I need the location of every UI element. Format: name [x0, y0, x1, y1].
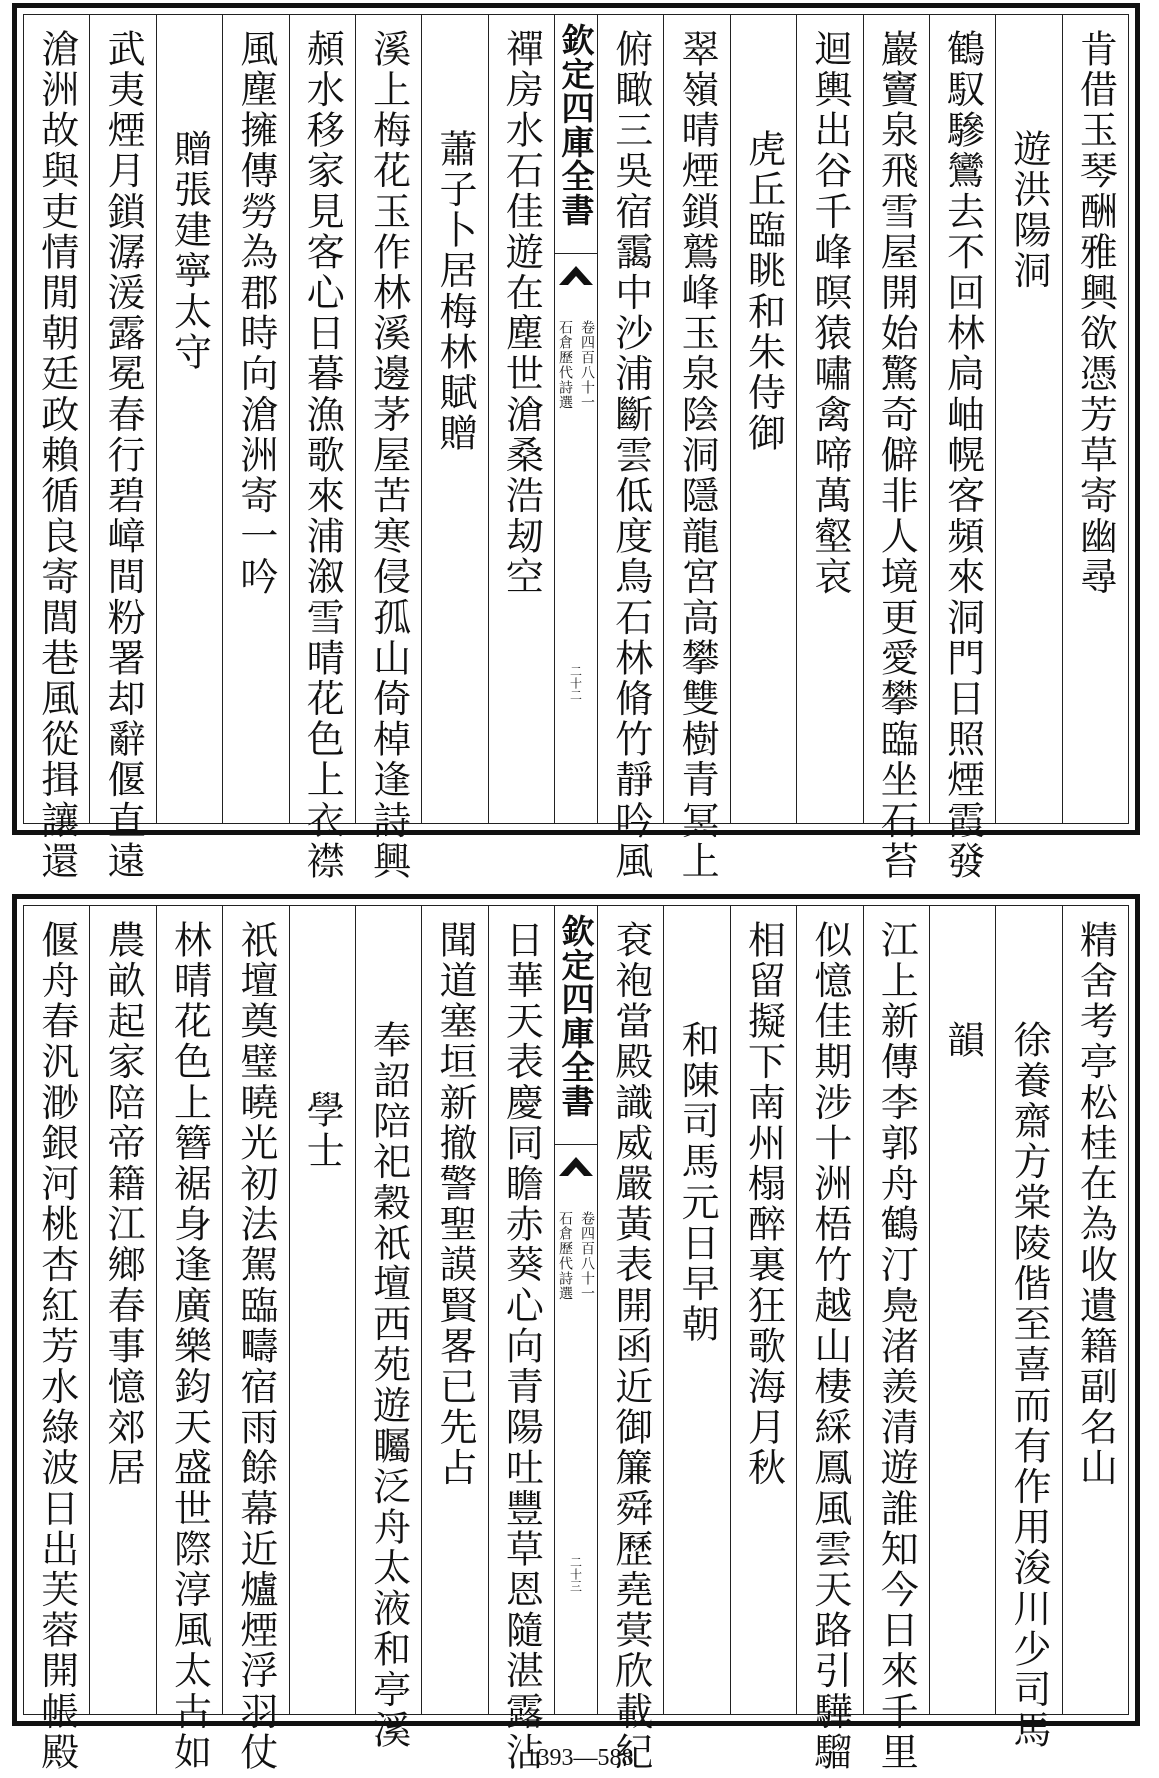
- book-title-block: [555, 914, 597, 1145]
- volume-number: 卷四百八十一: [579, 320, 595, 410]
- poem-line: 袞袍當殿識威嚴黃表開函近御簾舜歷堯蓂欣載紀: [608, 920, 653, 1773]
- book-title-block: [555, 23, 597, 254]
- text-column: [488, 15, 554, 823]
- text-column: [24, 15, 89, 882]
- poem-line: 肯借玉琴酬雅興欲憑芳草寄幽尋: [1073, 29, 1118, 598]
- text-column: [597, 906, 663, 1773]
- text-column: [89, 15, 155, 882]
- upper-page: [12, 3, 1140, 882]
- poem-line: 林晴花色上簪裾身逢廣樂鈞天盛世際淳風太古如: [167, 920, 212, 1773]
- poem-line: 禪房水石佳遊在塵世滄桑浩刼空: [499, 29, 544, 598]
- center-gutter: [554, 15, 597, 823]
- text-column: [89, 906, 155, 1714]
- text-column: [863, 906, 929, 1773]
- collection-title: 石倉歷代詩選: [557, 1211, 573, 1301]
- text-column: [289, 906, 355, 1714]
- poem-line: 翠嶺晴煙鎖鷲峰玉泉陰洞隱龍宮高攀雙樹青冥上: [675, 29, 720, 882]
- text-column: [1062, 906, 1128, 1714]
- upper-page-frame: [23, 14, 1129, 882]
- poem-line: 俯瞰三吳宿靄中沙浦斷雲低度鳥石林脩竹靜吟風: [608, 29, 653, 882]
- poem-line: 鶴馭驂鸞去不回林扃岫幌客頻來洞門日照煙霞發: [940, 29, 985, 882]
- poem-line: 農畝起家陪帝籍江鄉春事憶郊居: [101, 920, 146, 1489]
- text-column: [995, 906, 1061, 1751]
- text-column: [863, 15, 929, 882]
- text-column: [663, 906, 729, 1714]
- poem-title: 和陳司馬元日早朝: [675, 1020, 720, 1345]
- poem-line: 迴輿出谷千峰暝猿嘯禽啼萬壑哀: [807, 29, 852, 598]
- text-column: [597, 15, 663, 882]
- poem-title: 學士: [300, 1090, 345, 1172]
- book-title: 欽定四庫全書: [556, 23, 596, 227]
- leaf-number-wrap: [555, 665, 597, 701]
- poem-title: 遊洪陽洞: [1006, 129, 1051, 292]
- poem-line: 日華天表慶同瞻赤葵心向青陽吐豐草恩隨湛露沾: [499, 920, 544, 1773]
- text-column: [421, 15, 487, 823]
- text-column: [24, 906, 89, 1773]
- poem-line: 風塵擁傳勞為郡時向滄洲寄一吟: [233, 29, 278, 598]
- text-column: [222, 906, 288, 1773]
- fish-tail-mark-icon: [559, 263, 593, 285]
- text-column: [796, 906, 862, 1773]
- text-column: [156, 15, 222, 823]
- text-column: [730, 906, 796, 1714]
- poem-line: 頳水移家見客心日暮漁歌來浦溆雪晴花色上衣襟: [300, 29, 345, 882]
- text-column: [156, 906, 222, 1773]
- text-column: [222, 15, 288, 823]
- leaf-number: 二十三: [568, 1556, 583, 1592]
- poem-line: 滄洲故與吏情閒朝廷政賴循良寄閭巷風從揖讓還: [34, 29, 79, 882]
- text-column: [1062, 15, 1128, 823]
- text-column: [488, 906, 554, 1773]
- text-column: [355, 15, 421, 882]
- poem-line: 祇壇奠璧曉光初法駕臨疇宿雨餘幕近爐煙浮羽仗: [233, 920, 278, 1773]
- leaf-number-wrap: [555, 1556, 597, 1592]
- poem-line: 精舍考亭松桂在為收遺籍副名山: [1073, 920, 1118, 1489]
- text-column: [289, 15, 355, 882]
- text-column: [995, 15, 1061, 823]
- poem-line: 江上新傳李郭舟鶴汀鳧渚羨清遊誰知今日來千里: [874, 920, 919, 1773]
- poem-title: 奉詔陪祀穀祇壇西苑遊矚泛舟太液和亭溪: [366, 1020, 411, 1751]
- text-column: [421, 906, 487, 1714]
- poem-title: 韻: [940, 1020, 985, 1061]
- book-title: 欽定四庫全書: [556, 914, 596, 1118]
- poem-title: 贈張建寧太守: [167, 129, 212, 373]
- text-column: [796, 15, 862, 823]
- center-gutter: [554, 906, 597, 1714]
- volume-number: 卷四百八十一: [579, 1211, 595, 1301]
- poem-line: 武夷煙月鎖潺湲露冕春行碧嶂間粉署却辭偃直遠: [101, 29, 146, 882]
- poem-line: 似憶佳期涉十洲梧竹越山棲綵鳳風雲天路引驊騮: [807, 920, 852, 1773]
- poem-title: 虎丘臨眺和朱侍御: [741, 129, 786, 454]
- poem-title: 蕭子卜居梅林賦贈: [432, 129, 477, 454]
- text-column: [355, 906, 421, 1751]
- text-column: [663, 15, 729, 882]
- poem-line: 巖竇泉飛雪屋開始驚奇僻非人境更愛攀臨坐石苔: [874, 29, 919, 882]
- leaf-number: 二十二: [568, 665, 583, 701]
- text-column: [929, 906, 995, 1714]
- poem-line: 相留擬下南州榻醉裏狂歌海月秋: [741, 920, 786, 1489]
- text-column: [730, 15, 796, 823]
- upper-page-columns: [24, 15, 1128, 882]
- page-reference-number: 1393—588: [525, 1745, 634, 1771]
- text-column: [929, 15, 995, 882]
- section-caption: [555, 1211, 597, 1381]
- poem-line: 溪上梅花玉作林溪邊茅屋苦寒侵孤山倚棹逢詩興: [366, 29, 411, 882]
- poem-line: 偃舟春汎渺銀河桃杏紅芳水綠波日出芙蓉開帳殿: [34, 920, 79, 1773]
- poem-line: 聞道塞垣新撤警聖謨賢畧已先占: [432, 920, 477, 1489]
- section-caption: [555, 320, 597, 490]
- fish-tail-mark-icon: [559, 1154, 593, 1176]
- poem-title: 徐養齋方棠陵偕至喜而有作用浚川少司馬: [1006, 1020, 1051, 1751]
- collection-title: 石倉歷代詩選: [557, 320, 573, 410]
